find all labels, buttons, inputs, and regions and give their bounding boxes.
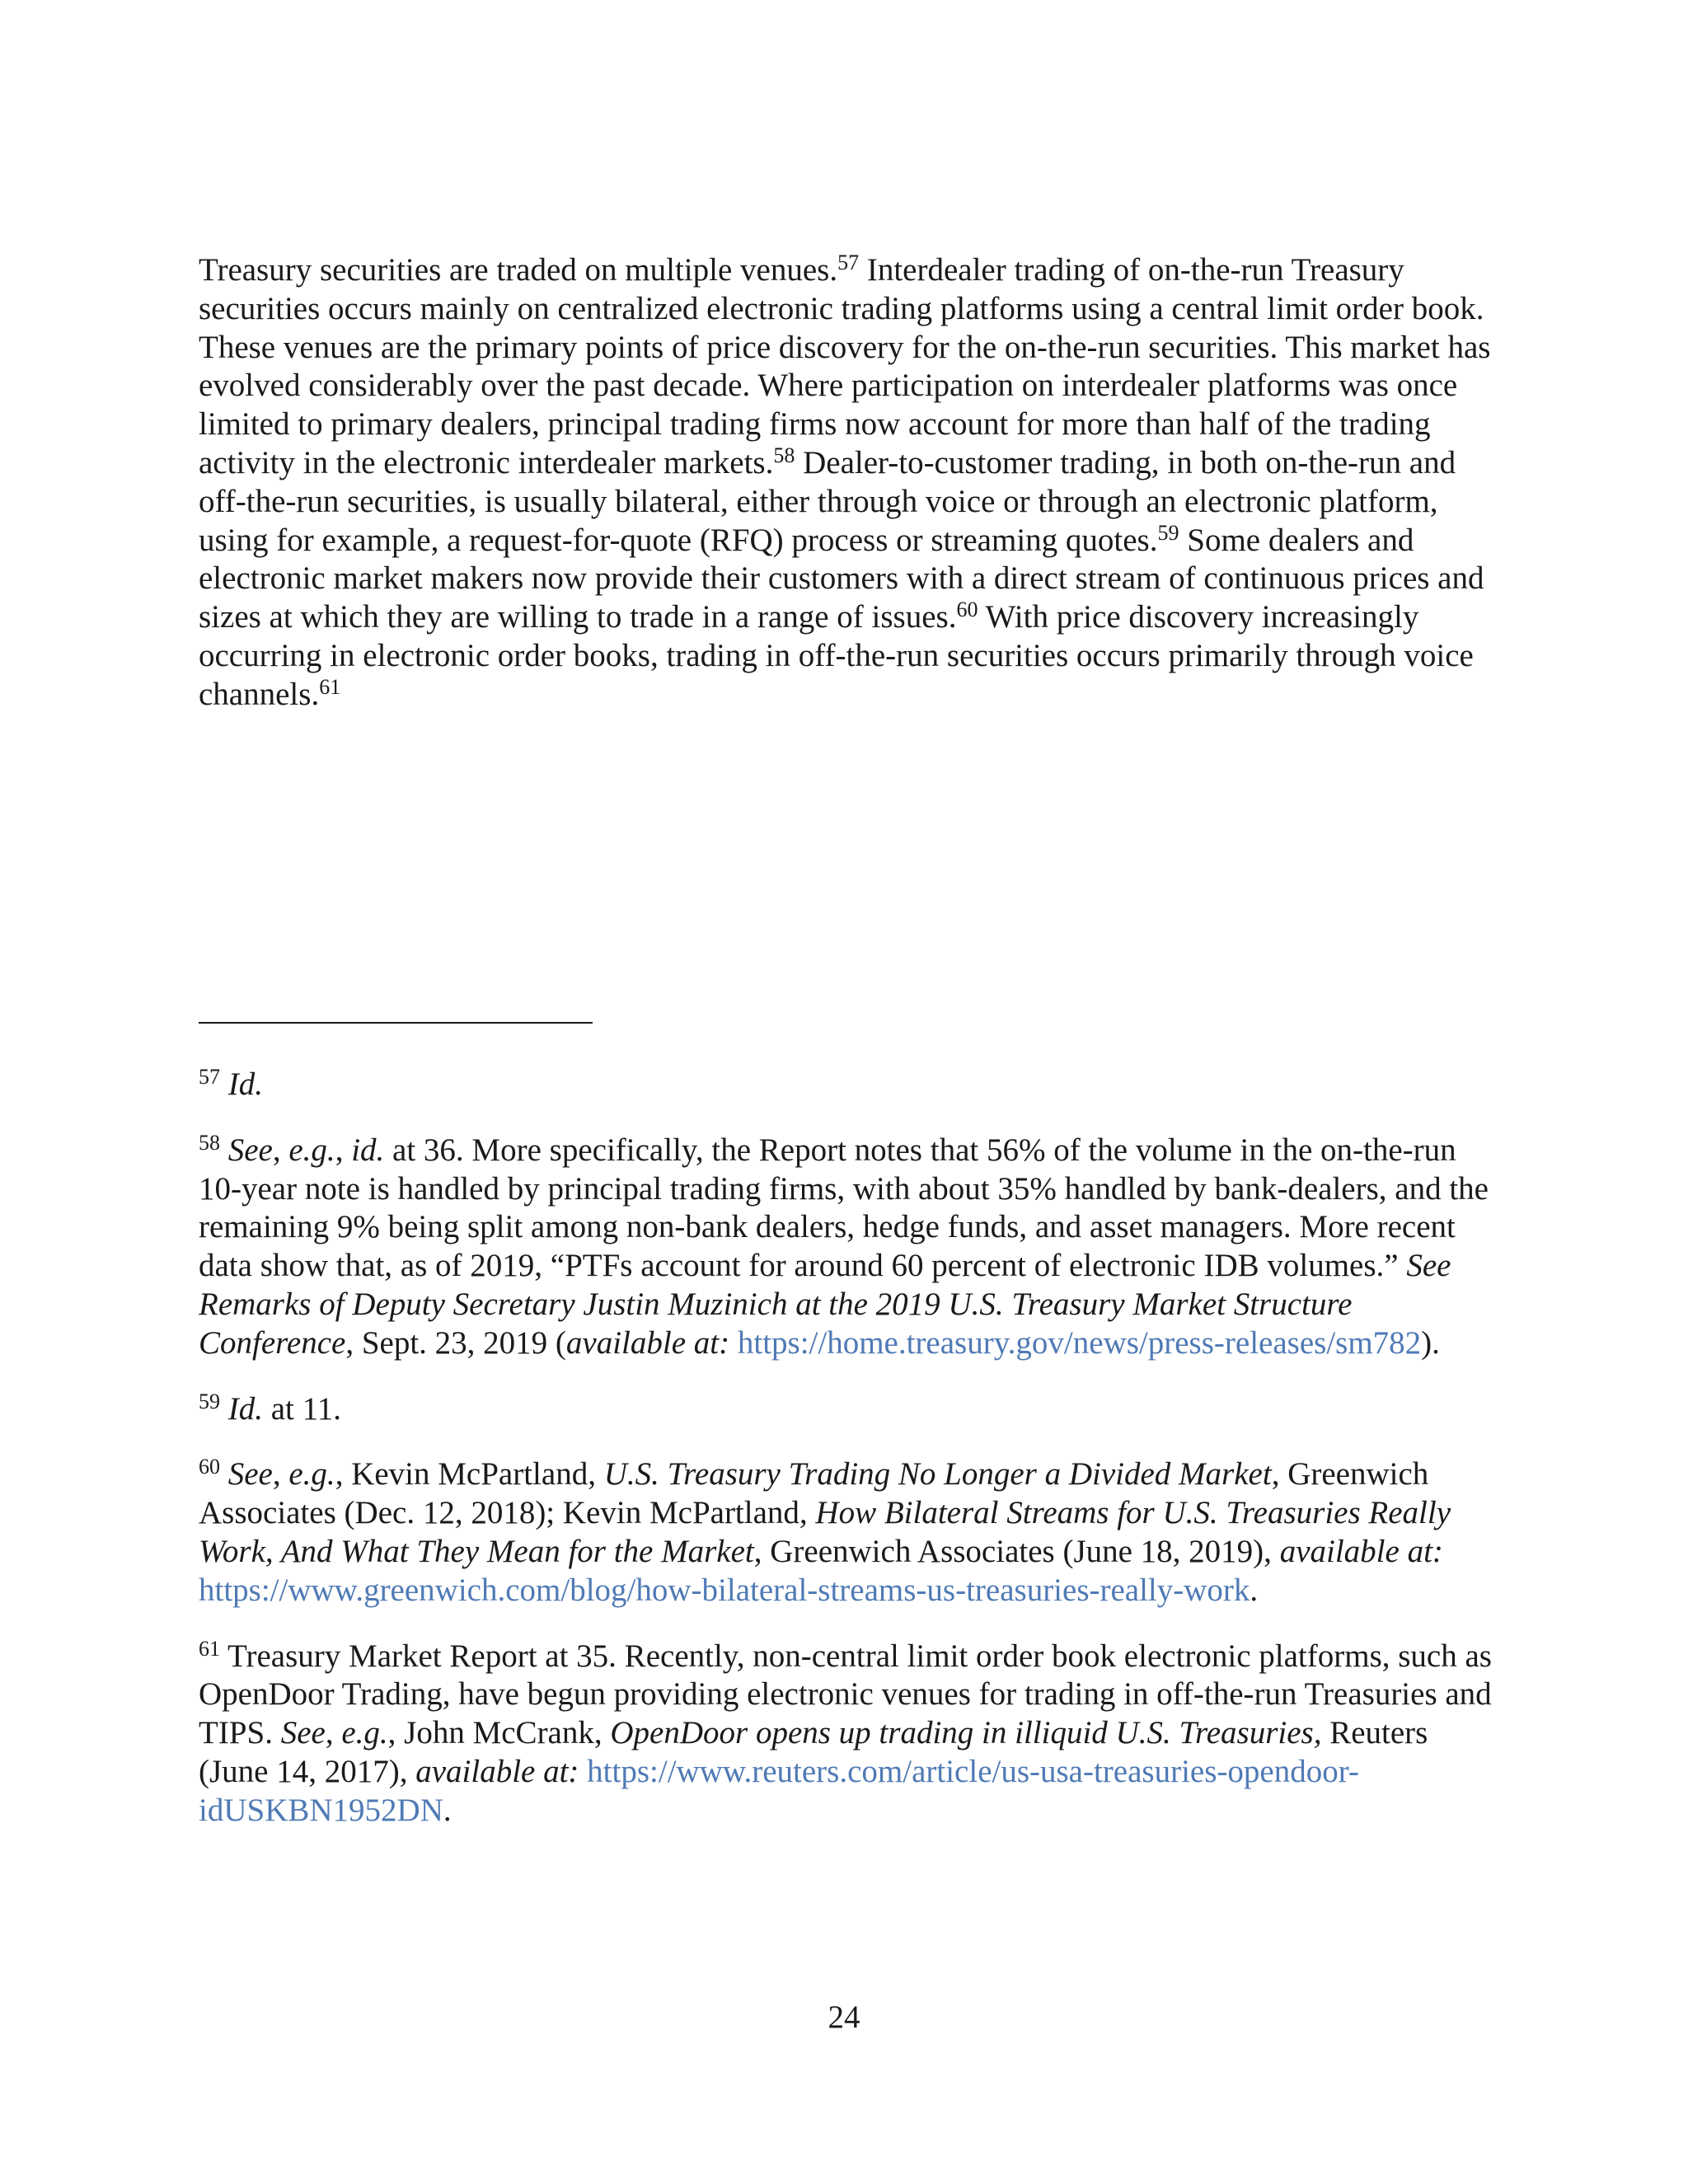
footnote-ref-60[interactable]: 60 [956, 598, 978, 622]
footnote-text: , [325, 1715, 342, 1751]
footnote-italic: U.S. Treasury Trading No Longer a Divided Market [603, 1456, 1272, 1493]
greenwich-blog-link[interactable]: https://www.greenwich.com/blog/how-bilateral-streams-us-treasuries-really-work [199, 1572, 1250, 1608]
body-sentence: Some dealers and electronic market makers now provide their customers with a direct stream of continuous prices and sizes at which they are willing to trade in a range of issues. [199, 522, 1484, 635]
footnote-59 [199, 1390, 1501, 1429]
footnote-number: 60 [199, 1455, 220, 1479]
footnotes-section [199, 1066, 1501, 1858]
footnote-italic: e.g. [341, 1715, 388, 1751]
footnote-61 [199, 1638, 1501, 1830]
footnote-text: , John McCrank, [387, 1715, 611, 1751]
footnote-italic: Id. [227, 1390, 263, 1427]
footnote-italic: id. [351, 1132, 385, 1168]
footnote-italic: available at: [1279, 1533, 1443, 1569]
footnote-italic: See [280, 1715, 326, 1751]
body-sentence: Treasury securities are traded on multiple venues. [199, 252, 838, 288]
footnote-text: , [272, 1456, 289, 1493]
footnote-text: , Kevin McPartland, [335, 1456, 604, 1493]
footnote-text: , Sept. 23, 2019 ( [345, 1324, 566, 1361]
footnote-text: ). [1421, 1324, 1440, 1361]
footnote-italic: , How Bilateral Streams for U.S. Treasuries Really Work, And What They Mean for the Market [199, 1495, 1451, 1569]
body-paragraph [199, 251, 1501, 715]
footnote-ref-57[interactable]: 57 [837, 251, 860, 274]
footnote-number: 61 [199, 1636, 220, 1661]
body-sentence: Interdealer trading of on-the-run Treasury securities occurs mainly on centralized electronic trading platforms using a central limit order book. These venues are the primary points of price discovery for the on-the-run securities. This market has evolved considerably over the past decade. Where participation on interdealer platforms was once limited to primary dealers, principal trading firms now account for more than half of the trading activity in the electronic interdealer markets. [199, 252, 1491, 480]
footnote-italic: e.g. [288, 1132, 335, 1168]
footnote-ref-59[interactable]: 59 [1157, 520, 1179, 545]
footnote-ref-58[interactable]: 58 [773, 443, 795, 467]
body-sentence: With price discovery increasingly occurring in electronic order books, trading in off-the-run securities occurs primarily through voice channels. [199, 599, 1474, 712]
footnote-58 [199, 1132, 1501, 1363]
footnote-italic: e.g. [288, 1456, 335, 1493]
footnote-separator [199, 1022, 593, 1024]
footnote-ref-61[interactable]: 61 [319, 674, 341, 699]
footnote-italic: See [227, 1132, 273, 1168]
footnote-text: at 36. More specifically, the Report notes that 56% of the volume in the on-the-run 10-year note is handled by principal trading firms, with about 35% handled by bank-dealers, and the remaining 9% being split among non-bank dealers, hedge funds, and asset managers. More recent data show that, as of 2019, “PTFs account for around 60 percent of electronic IDB volumes.” [199, 1132, 1489, 1284]
page-number: 24 [828, 1999, 860, 2035]
footnote-text [579, 1754, 587, 1789]
footnote-text: , Greenwich Associates (Dec. 12, 2018); Kevin McPartland [199, 1456, 1429, 1531]
footnote-60 [199, 1455, 1501, 1610]
footnote-text: Reuters (June 14, 2017), [199, 1715, 1428, 1789]
footnote-italic: Id. [227, 1066, 263, 1102]
footnote-italic: available at: [415, 1753, 579, 1789]
footnote-number: 59 [199, 1389, 220, 1413]
footnote-text: , [335, 1132, 352, 1168]
footnote-italic: See Remarks of Deputy Secretary Justin Muzinich at the 2019 U.S. Treasury Market Structure Conference [199, 1248, 1451, 1361]
footnote-text: . [443, 1792, 452, 1828]
footnote-text: at 11. [263, 1390, 341, 1427]
footnote-italic: available at: [565, 1324, 730, 1361]
footnote-number: 58 [199, 1130, 220, 1155]
footnote-57 [199, 1066, 1501, 1104]
body-sentence: Dealer-to-customer trading, in both on-the-run and off-the-run securities, is usually bilateral, either through voice or through an electronic platform, using for example, a request-for-quote (RFQ) process or streaming quotes. [199, 444, 1456, 558]
footnote-italic: OpenDoor opens up trading in illiquid U.S. Treasuries, [610, 1715, 1322, 1751]
footnote-text: Treasury Market Report at 35. Recently, non-central limit order book electronic platforms, such as OpenDoor Trading, have begun providing electronic venues for trading in off-the-run Treasuries and TIPS. [199, 1638, 1492, 1751]
footnote-text: , Greenwich Associates (June 18, 2019), [753, 1533, 1280, 1569]
footnote-number: 57 [199, 1065, 220, 1089]
treasury-press-release-link[interactable]: https://home.treasury.gov/news/press-releases/sm782 [737, 1324, 1422, 1361]
footnote-text [729, 1325, 738, 1361]
reuters-article-link[interactable]: https://www.reuters.com/article/us-usa-treasuries-opendoor-idUSKBN1952DN [199, 1753, 1359, 1828]
footnote-italic: See [227, 1456, 273, 1493]
footnote-text: , [272, 1132, 289, 1168]
footnote-text: . [1250, 1572, 1259, 1608]
